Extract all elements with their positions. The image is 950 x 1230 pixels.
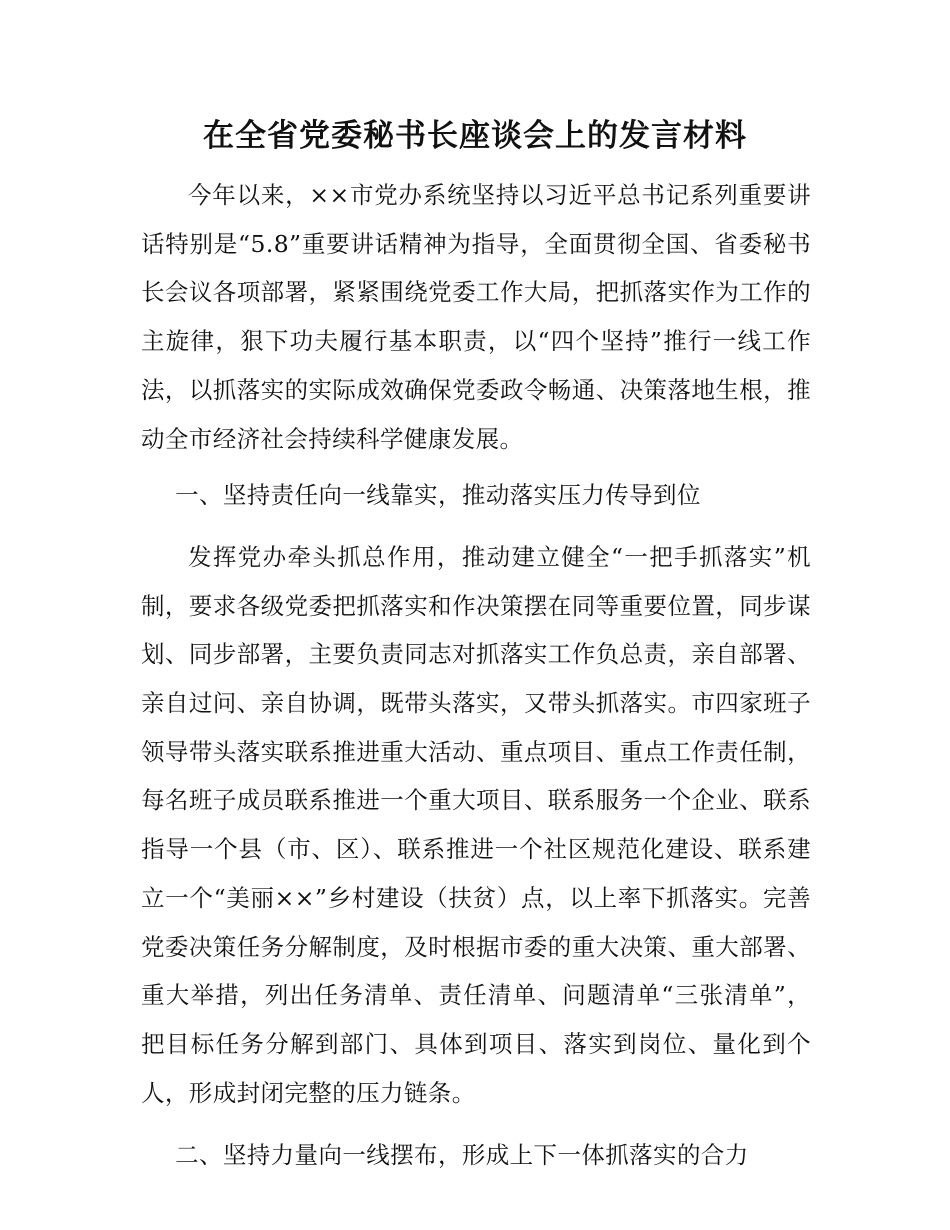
section-1-paragraph: 发挥党办牵头抓总作用，推动建立健全“一把手抓落实”机制，要求各级党委把抓落实和作决策摆在同等重要位置，同步谋划、同步部署，主要负责同志对抓落实工作负总责，亲自部署、亲自过问、亲自协调，既带头落实，又带头抓落实。市四家班子领导带头落实联系推进重大活动、重点项目、重点工作责任制，每名班子成员联系推进一个重大项目、联系服务一个企业、联系指导一个县（市、区）、联系推进一个社区规范化建设、联系建立一个“美丽××”乡村建设（扶贫）点，以上率下抓落实。完善党委决策任务分解制度，及时根据市委的重大决策、重大部署、重大举措，列出任务清单、责任清单、问题清单“三张清单”，把目标任务分解到部门、具体到项目、落实到岗位、量化到个人，形成封闭完整的压力链条。 — [141, 542, 811, 1107]
section-heading-2: 二、坚持力量向一线摆布，形成上下一体抓落实的合力 — [175, 1141, 749, 1170]
document-title: 在全省党委秘书长座谈会上的发言材料 — [203, 118, 747, 154]
document-body — [141, 171, 811, 1180]
intro-paragraph: 今年以来，××市党办系统坚持以习近平总书记系列重要讲话特别是“5.8”重要讲话精神为指导，全面贯彻全国、省委秘书长会议各项部署，紧紧围绕党委工作大局，把抓落实作为工作的主旋律，狠下功夫履行基本职责，以“四个坚持”推行一线工作法，以抓落实的实际成效确保党委政令畅通、决策落地生根，推动全市经济社会持续科学健康发展。 — [141, 181, 811, 453]
section-heading-1: 一、坚持责任向一线靠实，推动落实压力传导到位 — [175, 481, 701, 510]
